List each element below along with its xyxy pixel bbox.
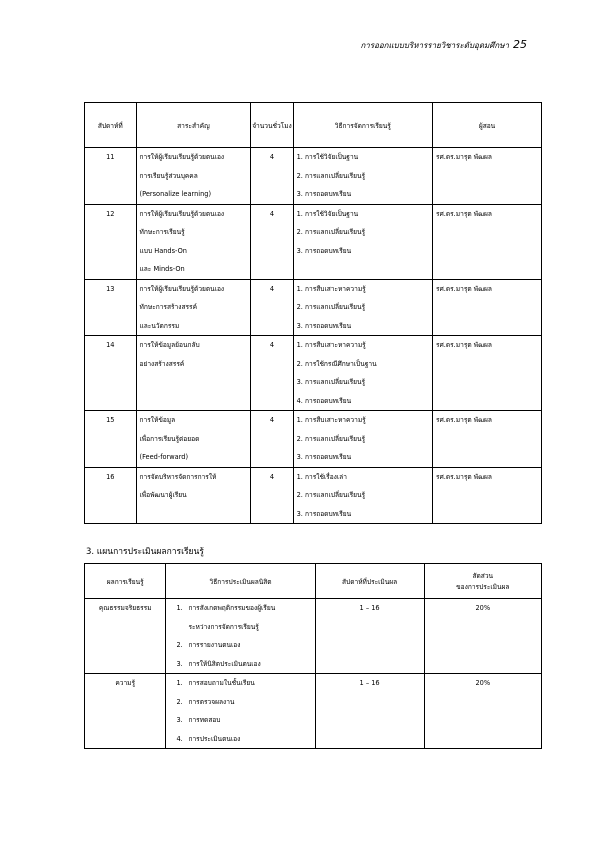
hours-cell (251, 204, 293, 279)
hours-cell (251, 467, 293, 524)
method-cell (293, 279, 432, 336)
assess-method-line (166, 674, 314, 693)
teacher-name: รศ.ดร.มารุต พัฒผล (436, 472, 492, 481)
page-number: 25 (513, 38, 527, 51)
assess-method-line (166, 711, 314, 730)
teacher-name: รศ.ดร.มารุต พัฒผล (436, 153, 492, 161)
week-cell (85, 467, 137, 524)
assessment-row (85, 674, 542, 749)
table-row (85, 411, 542, 468)
content-line: การให้ผู้เรียนเรียนรู้ด้วยตนเอง (139, 209, 225, 218)
assessment-header-row (85, 564, 542, 599)
col-assess-method: วิธีการประเมินผลนิสิต (166, 564, 315, 599)
assess-method-cell (166, 674, 315, 749)
teacher-cell (433, 336, 542, 411)
assess-week-cell (315, 599, 424, 674)
assess-method-number: 3. (176, 659, 183, 668)
assess-method-line (166, 693, 314, 712)
table-row (85, 336, 542, 411)
method-line: 2. การแลกเปลี่ยนเรียนรู้ (296, 434, 366, 443)
content-line: การให้ข้อมูลย้อนกลับ (139, 341, 200, 349)
content-cell (136, 467, 251, 524)
week-number: 15 (106, 416, 115, 424)
content-line: และ Minds-On (139, 265, 185, 273)
content-cell (136, 204, 251, 279)
method-line: 1. การใช้เรื่องเล่า (296, 472, 347, 481)
hours-cell (251, 411, 293, 468)
section-title: 3. แผนการประเมินผลการเรียนรู้ (86, 547, 204, 557)
col-assess-week: สัปดาห์ที่ประเมินผล (315, 564, 424, 599)
method-line: 1. การสืบเสาะหาความรู้ (296, 416, 366, 424)
teacher-cell (433, 148, 542, 205)
assess-method-text: การให้นิสิตประเมินตนเอง (188, 659, 261, 668)
outcome-label: ความรู้ (115, 679, 136, 687)
content-line: (Personalize learning) (139, 190, 212, 198)
schedule-header-row (85, 103, 542, 148)
week-cell (85, 148, 137, 205)
hours-value: 4 (269, 209, 275, 218)
hours-cell (251, 336, 293, 411)
proportion-value: 20% (475, 604, 491, 612)
content-line: แบบ Hands-On (139, 246, 187, 255)
method-line: 2. การแลกเปลี่ยนเรียนรู้ (296, 171, 366, 180)
assess-method-text: การรายงานตนเอง (188, 641, 241, 649)
week-cell (85, 204, 137, 279)
table-row (85, 467, 542, 524)
assess-method-text: การสอบถามในชั้นเรียน (188, 679, 255, 687)
hours-value: 4 (269, 284, 275, 293)
proportion-label: สัดส่วน (472, 572, 494, 580)
content-line: เพื่อพัฒนาผู้เรียน (139, 491, 187, 499)
assessment-table (84, 563, 542, 749)
method-cell (293, 336, 432, 411)
outcome-label: คุณธรรมจริยธรรม (98, 604, 152, 612)
assess-method-number: 1. (176, 604, 183, 612)
week-number: 16 (106, 472, 115, 481)
assess-week-value: 1 – 16 (359, 679, 380, 687)
method-line: 1. การใช้วิจัยเป็นฐาน (296, 153, 359, 161)
method-line: 3. การถอดบทเรียน (296, 509, 352, 518)
assess-week-cell (315, 674, 424, 749)
assess-method-text: การสังเกตพฤติกรรมของผู้เรียน (188, 604, 276, 612)
assess-method-number: 1. (176, 679, 183, 687)
content-line: (Feed-forward) (139, 453, 189, 461)
outcome-cell (85, 599, 166, 674)
content-line: อย่างสร้างสรรค์ (139, 359, 185, 368)
table-row (85, 204, 542, 279)
method-line: 3. การถอดบทเรียน (296, 246, 352, 255)
content-line: การให้ผู้เรียนเรียนรู้ด้วยตนเอง (139, 153, 225, 161)
content-cell (136, 411, 251, 468)
hours-value: 4 (269, 472, 275, 481)
assess-method-text: การประเมินตนเอง (188, 734, 241, 743)
method-line: 3. การแลกเปลี่ยนเรียนรู้ (296, 378, 366, 386)
assess-week-value: 1 – 16 (359, 604, 380, 612)
col-outcome: ผลการเรียนรู้ (85, 564, 166, 599)
proportion-cell (424, 599, 541, 674)
method-line: 2. การใช้กรณีศึกษาเป็นฐาน (296, 359, 377, 368)
teacher-name: รศ.ดร.มารุต พัฒผล (436, 341, 492, 349)
method-line: 4. การถอดบทเรียน (296, 396, 352, 405)
teacher-cell (433, 467, 542, 524)
content-line: การให้ข้อมูล (139, 416, 176, 424)
assess-method-line (166, 618, 314, 637)
method-cell (293, 148, 432, 205)
content-line: ทักษะการเรียนรู้ (139, 228, 185, 236)
content-cell (136, 336, 251, 411)
content-line: และนวัตกรรม (139, 321, 180, 330)
assess-method-line (166, 655, 314, 674)
hours-value: 4 (269, 153, 275, 161)
proportion-value: 20% (475, 679, 491, 687)
method-line: 1. การสืบเสาะหาความรู้ (296, 284, 366, 293)
teacher-name: รศ.ดร.มารุต พัฒผล (436, 416, 492, 424)
assess-method-line (166, 599, 314, 618)
week-cell (85, 336, 137, 411)
table-row (85, 279, 542, 336)
method-line: 2. การแลกเปลี่ยนเรียนรู้ (296, 228, 366, 236)
teacher-cell (433, 411, 542, 468)
col-content: สาระสำคัญ (136, 103, 251, 148)
method-line: 1. การใช้วิจัยเป็นฐาน (296, 209, 359, 218)
content-line: ทักษะการสร้างสรรค์ (139, 303, 197, 311)
hours-value: 4 (269, 416, 275, 424)
method-cell (293, 204, 432, 279)
proportion-cell (424, 674, 541, 749)
hours-value: 4 (269, 341, 275, 349)
assess-method-number: 2. (176, 641, 183, 649)
week-number: 14 (106, 341, 115, 349)
col-week: สัปดาห์ที่ (85, 103, 137, 148)
method-line: 3. การถอดบทเรียน (296, 190, 352, 198)
assessment-row (85, 599, 542, 674)
assess-method-line (166, 730, 314, 749)
week-number: 13 (106, 284, 115, 293)
teacher-cell (433, 204, 542, 279)
method-cell (293, 467, 432, 524)
schedule-table (84, 102, 542, 524)
content-cell (136, 279, 251, 336)
method-line: 1. การสืบเสาะหาความรู้ (296, 341, 366, 349)
hours-cell (251, 148, 293, 205)
week-number: 11 (106, 153, 115, 161)
col-hours: จำนวนชั่วโมง (251, 103, 293, 148)
assess-method-number: 3. (176, 716, 183, 724)
assess-method-cell (166, 599, 315, 674)
assess-method-line (166, 636, 314, 655)
assess-method-text: การทดสอบ (188, 716, 221, 724)
method-line: 2. การแลกเปลี่ยนเรียนรู้ (296, 303, 366, 311)
table-row (85, 148, 542, 205)
content-line: การเรียนรู้ส่วนบุคคล (139, 171, 198, 180)
teacher-cell (433, 279, 542, 336)
content-line: การจัดบริหารจัดการการให้ (139, 472, 217, 481)
col-proportion (424, 564, 541, 599)
col-teacher: ผู้สอน (433, 103, 542, 148)
method-line: 2. การแลกเปลี่ยนเรียนรู้ (296, 491, 366, 499)
header-title: การออกแบบบริหารรายวิชาระดับอุดมศึกษา (360, 41, 509, 50)
method-line: 3. การถอดบทเรียน (296, 321, 352, 330)
teacher-name: รศ.ดร.มารุต พัฒผล (436, 284, 492, 293)
page-header (360, 38, 527, 52)
teacher-name: รศ.ดร.มารุต พัฒผล (436, 209, 492, 218)
week-number: 12 (106, 209, 115, 218)
week-cell (85, 279, 137, 336)
col-method: วิธีการจัดการเรียนรู้ (293, 103, 432, 148)
week-cell (85, 411, 137, 468)
hours-cell (251, 279, 293, 336)
assess-method-number: 2. (176, 697, 183, 706)
assess-method-text: การตรวจผลงาน (188, 697, 235, 706)
content-line: การให้ผู้เรียนเรียนรู้ด้วยตนเอง (139, 284, 225, 293)
method-cell (293, 411, 432, 468)
assess-method-number: 4. (176, 734, 183, 743)
assess-method-text: ระหว่างการจัดการเรียนรู้ (188, 622, 259, 631)
content-cell (136, 148, 251, 205)
outcome-cell (85, 674, 166, 749)
proportion-sublabel: ของการประเมินผล (456, 583, 510, 591)
method-line: 3. การถอดบทเรียน (296, 453, 352, 461)
content-line: เพื่อการเรียนรู้ต่อยอด (139, 434, 200, 443)
